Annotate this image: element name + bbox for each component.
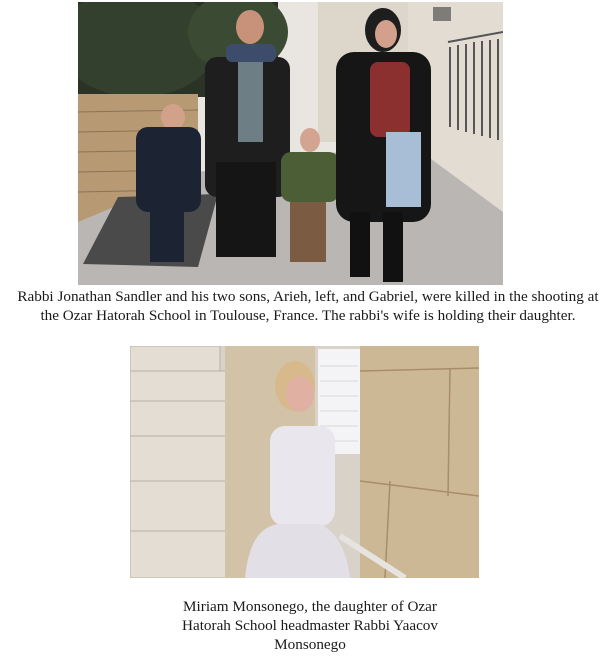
family-photo-caption [0, 287, 616, 325]
photo-image [130, 346, 479, 578]
girl-photo [130, 346, 479, 578]
caption-line: Monsonego [274, 636, 346, 653]
caption-line: Miriam Monsonego, the daughter of Ozar [183, 598, 437, 615]
family-photo [78, 2, 503, 285]
caption-line: the Ozar Hatorah School in Toulouse, France. The rabbi's wife is holding their daughter. [40, 307, 576, 324]
girl-photo-caption [150, 597, 470, 654]
caption-line: Hatorah School headmaster Rabbi Yaacov [181, 617, 438, 634]
photo-image [78, 2, 503, 285]
caption-line: Rabbi Jonathan Sandler and his two sons, Arieh, left, and Gabriel, were killed in the shooting at [17, 288, 599, 305]
